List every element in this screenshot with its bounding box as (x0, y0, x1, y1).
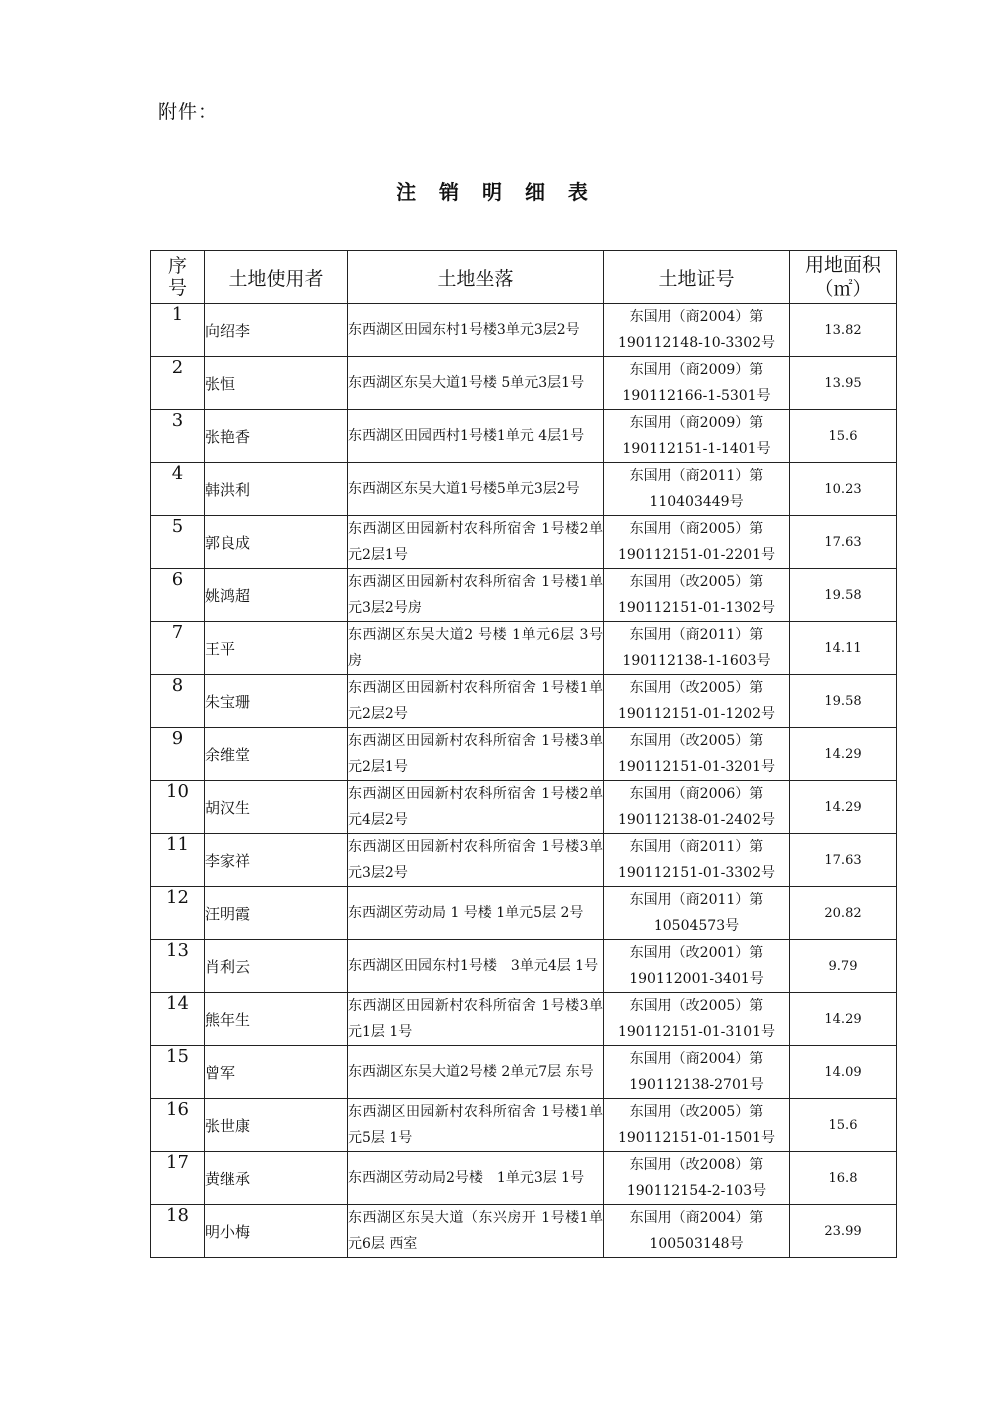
row-land-user: 明小梅 (205, 1205, 348, 1258)
row-land-area: 17.63 (790, 834, 897, 887)
row-land-cert (604, 781, 790, 834)
row-cert-line2: 10504573号 (653, 918, 740, 934)
row-land-area: 14.29 (790, 993, 897, 1046)
header-area (790, 251, 897, 304)
row-land-cert (604, 1099, 790, 1152)
row-land-location: 东西湖区田园新村农科所宿舍 1号楼1单元5层 1号 (348, 1099, 604, 1152)
row-land-user: 郭良成 (205, 516, 348, 569)
row-seq: 5 (151, 516, 205, 569)
row-land-user: 汪明霞 (205, 887, 348, 940)
row-land-area: 17.63 (790, 516, 897, 569)
row-seq: 11 (151, 834, 205, 887)
table-row (151, 834, 897, 887)
row-land-area: 13.95 (790, 357, 897, 410)
cancellation-details-table (150, 250, 897, 1258)
row-cert-line1: 东国用（商2004）第 (629, 1210, 764, 1226)
row-cert-line1: 东国用（商2004）第 (629, 1051, 764, 1067)
row-cert-line1: 东国用（改2005）第 (629, 733, 764, 749)
table-row (151, 993, 897, 1046)
row-seq: 1 (151, 304, 205, 357)
row-cert-line2: 110403449号 (649, 494, 744, 510)
table-row (151, 887, 897, 940)
table-header-row (151, 251, 897, 304)
header-seq-label: 序号 (168, 255, 188, 299)
row-cert-line2: 190112151-01-3302号 (617, 865, 776, 881)
row-land-cert (604, 569, 790, 622)
header-area-line2: （㎡） (814, 278, 872, 300)
row-land-location: 东西湖区东吴大道（东兴房开 1号楼1单元6层 西室 (348, 1205, 604, 1258)
row-land-user: 张恒 (205, 357, 348, 410)
row-cert-line1: 东国用（改2008）第 (629, 1157, 764, 1173)
row-land-cert (604, 516, 790, 569)
row-seq: 12 (151, 887, 205, 940)
row-cert-line2: 190112151-01-3201号 (617, 759, 776, 775)
header-location: 土地坐落 (348, 251, 604, 304)
header-cert: 土地证号 (604, 251, 790, 304)
row-land-user: 张世康 (205, 1099, 348, 1152)
row-land-cert (604, 728, 790, 781)
row-land-location: 东西湖区田园西村1号楼1单元 4层1号 (348, 410, 604, 463)
row-seq: 8 (151, 675, 205, 728)
table-row (151, 304, 897, 357)
row-land-area: 9.79 (790, 940, 897, 993)
row-land-cert (604, 834, 790, 887)
row-cert-line1: 东国用（改2005）第 (629, 680, 764, 696)
row-land-area: 15.6 (790, 410, 897, 463)
row-land-location: 东西湖区东吴大道1号楼 5单元3层1号 (348, 357, 604, 410)
row-seq: 2 (151, 357, 205, 410)
row-seq: 17 (151, 1152, 205, 1205)
table-row (151, 569, 897, 622)
row-seq: 15 (151, 1046, 205, 1099)
table-row (151, 1099, 897, 1152)
row-seq: 9 (151, 728, 205, 781)
row-land-area: 14.11 (790, 622, 897, 675)
row-land-location: 东西湖区田园新村农科所宿舍 1号楼2单元2层1号 (348, 516, 604, 569)
row-land-user: 张艳香 (205, 410, 348, 463)
row-cert-line1: 东国用（改2001）第 (629, 945, 764, 961)
row-land-user: 李家祥 (205, 834, 348, 887)
row-land-area: 16.8 (790, 1152, 897, 1205)
row-cert-line1: 东国用（改2005）第 (629, 574, 764, 590)
row-land-user: 曾军 (205, 1046, 348, 1099)
row-land-area: 15.6 (790, 1099, 897, 1152)
row-land-area: 10.23 (790, 463, 897, 516)
row-land-area: 23.99 (790, 1205, 897, 1258)
row-cert-line2: 190112151-1-1401号 (622, 441, 771, 457)
row-land-cert (604, 1205, 790, 1258)
row-land-cert (604, 887, 790, 940)
row-cert-line2: 190112166-1-5301号 (622, 388, 771, 404)
table-row (151, 463, 897, 516)
header-seq (151, 251, 205, 304)
row-land-location: 东西湖区田园东村1号楼3单元3层2号 (348, 304, 604, 357)
row-cert-line1: 东国用（商2011）第 (629, 627, 764, 643)
row-cert-line1: 东国用（改2005）第 (629, 998, 764, 1014)
table-row (151, 410, 897, 463)
row-cert-line2: 190112138-1-1603号 (622, 653, 771, 669)
row-land-location: 东西湖区田园东村1号楼 3单元4层 1号 (348, 940, 604, 993)
row-land-area: 14.29 (790, 781, 897, 834)
row-land-cert (604, 1152, 790, 1205)
row-seq: 13 (151, 940, 205, 993)
row-land-location: 东西湖区东吴大道2号楼 2单元7层 东号 (348, 1046, 604, 1099)
row-land-cert (604, 675, 790, 728)
row-land-cert (604, 622, 790, 675)
row-land-user: 姚鸿超 (205, 569, 348, 622)
row-seq: 4 (151, 463, 205, 516)
row-land-cert (604, 304, 790, 357)
table-row (151, 940, 897, 993)
table-row (151, 357, 897, 410)
table-row (151, 1205, 897, 1258)
row-seq: 7 (151, 622, 205, 675)
row-cert-line2: 190112151-01-1202号 (617, 706, 776, 722)
row-land-user: 向绍李 (205, 304, 348, 357)
row-land-user: 余维堂 (205, 728, 348, 781)
row-land-area: 20.82 (790, 887, 897, 940)
row-land-location: 东西湖区东吴大道1号楼5单元3层2号 (348, 463, 604, 516)
row-land-location: 东西湖区劳动局2号楼 1单元3层 1号 (348, 1152, 604, 1205)
row-land-area: 13.82 (790, 304, 897, 357)
row-land-cert (604, 1046, 790, 1099)
table-row (151, 728, 897, 781)
row-cert-line1: 东国用（商2009）第 (629, 362, 764, 378)
row-seq: 10 (151, 781, 205, 834)
row-land-cert (604, 357, 790, 410)
row-land-location: 东西湖区东吴大道2 号楼 1单元6层 3号房 (348, 622, 604, 675)
row-land-user: 韩洪利 (205, 463, 348, 516)
document-title: 注 销 明 细 表 (396, 180, 596, 204)
attachment-label: 附件： (158, 101, 219, 123)
row-land-area: 14.29 (790, 728, 897, 781)
row-cert-line2: 190112151-01-1501号 (617, 1130, 776, 1146)
row-cert-line2: 190112151-01-2201号 (617, 547, 776, 563)
row-land-location: 东西湖区田园新村农科所宿舍 1号楼3单元2层1号 (348, 728, 604, 781)
row-seq: 18 (151, 1205, 205, 1258)
row-land-cert (604, 940, 790, 993)
row-cert-line1: 东国用（商2009）第 (629, 415, 764, 431)
row-seq: 6 (151, 569, 205, 622)
table-row (151, 675, 897, 728)
row-land-cert (604, 463, 790, 516)
row-cert-line2: 190112148-10-3302号 (617, 335, 776, 351)
row-cert-line2: 190112151-01-3101号 (617, 1024, 776, 1040)
table-row (151, 516, 897, 569)
row-cert-line2: 190112151-01-1302号 (617, 600, 776, 616)
row-land-user: 肖利云 (205, 940, 348, 993)
row-land-user: 胡汉生 (205, 781, 348, 834)
row-cert-line2: 190112138-01-2402号 (617, 812, 776, 828)
row-cert-line2: 190112138-2701号 (629, 1077, 764, 1093)
row-land-location: 东西湖区田园新村农科所宿舍 1号楼3单元1层 1号 (348, 993, 604, 1046)
table-body (151, 304, 897, 1258)
row-land-location: 东西湖区田园新村农科所宿舍 1号楼2单元4层2号 (348, 781, 604, 834)
row-cert-line2: 190112001-3401号 (629, 971, 764, 987)
row-land-area: 14.09 (790, 1046, 897, 1099)
row-cert-line1: 东国用（改2005）第 (629, 1104, 764, 1120)
row-seq: 16 (151, 1099, 205, 1152)
header-area-line1: 用地面积 (804, 254, 881, 276)
row-land-area: 19.58 (790, 569, 897, 622)
row-seq: 14 (151, 993, 205, 1046)
header-user: 土地使用者 (205, 251, 348, 304)
row-land-user: 黄继承 (205, 1152, 348, 1205)
table-row (151, 622, 897, 675)
row-land-cert (604, 993, 790, 1046)
table-row (151, 781, 897, 834)
row-cert-line1: 东国用（商2006）第 (629, 786, 764, 802)
row-land-location: 东西湖区田园新村农科所宿舍 1号楼1单元2层2号 (348, 675, 604, 728)
row-seq: 3 (151, 410, 205, 463)
row-cert-line1: 东国用（商2011）第 (629, 468, 764, 484)
row-cert-line1: 东国用（商2004）第 (629, 309, 764, 325)
row-cert-line1: 东国用（商2011）第 (629, 839, 764, 855)
row-land-user: 朱宝珊 (205, 675, 348, 728)
table-row (151, 1152, 897, 1205)
row-cert-line2: 190112154-2-103号 (626, 1183, 767, 1199)
row-land-location: 东西湖区田园新村农科所宿舍 1号楼1单元3层2号房 (348, 569, 604, 622)
row-cert-line2: 100503148号 (649, 1236, 744, 1252)
row-land-user: 熊年生 (205, 993, 348, 1046)
row-land-location: 东西湖区劳动局 1 号楼 1单元5层 2号 (348, 887, 604, 940)
row-land-cert (604, 410, 790, 463)
table-row (151, 1046, 897, 1099)
row-land-location: 东西湖区田园新村农科所宿舍 1号楼3单元3层2号 (348, 834, 604, 887)
row-land-user: 王平 (205, 622, 348, 675)
row-land-area: 19.58 (790, 675, 897, 728)
row-cert-line1: 东国用（商2005）第 (629, 521, 764, 537)
row-cert-line1: 东国用（商2011）第 (629, 892, 764, 908)
